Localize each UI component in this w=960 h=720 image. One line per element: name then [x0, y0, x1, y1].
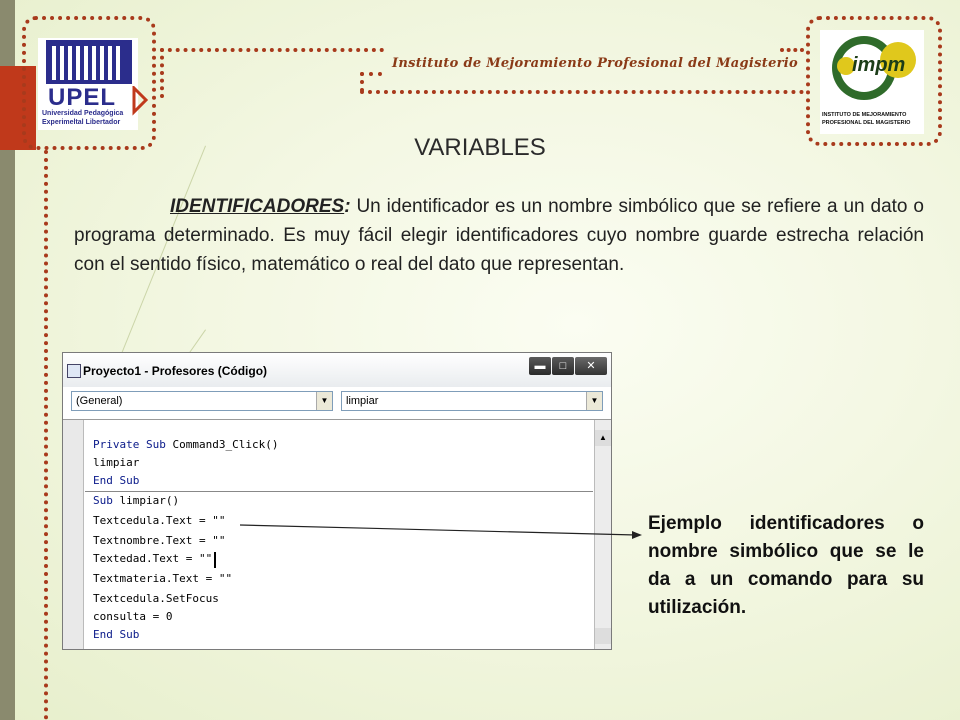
example-annotation: Ejemplo identificadores o nombre simbólico que se le da a un comando para su utilización. — [648, 513, 924, 618]
scroll-down-button[interactable] — [595, 628, 611, 644]
impm-line1: INSTITUTO DE MEJORAMIENTO — [822, 112, 907, 118]
minimize-button[interactable]: ▬ — [529, 357, 551, 375]
vb-titlebar[interactable] — [63, 353, 611, 387]
institute-name: Instituto de Mejoramiento Profesional del Magisterio — [392, 56, 799, 71]
code-editor[interactable] — [63, 419, 611, 650]
code-line[interactable]: Textcedula.Text = "" — [93, 514, 226, 527]
impm-logo — [820, 30, 924, 134]
term-identificadores: IDENTIFICADORES — [170, 196, 345, 217]
upel-acronym: UPEL — [48, 84, 117, 111]
impm-acronym: impm — [852, 54, 906, 76]
code-line[interactable]: Sub limpiar() — [93, 494, 180, 507]
chevron-down-icon[interactable]: ▼ — [586, 392, 602, 410]
vb-window-title: Proyecto1 - Profesores (Código) — [83, 364, 268, 378]
scroll-up-icon[interactable]: ▲ — [595, 430, 611, 446]
code-line[interactable]: Textcedula.SetFocus — [93, 592, 219, 605]
term-colon: : — [344, 196, 351, 217]
code-line[interactable]: Textedad.Text = "" — [93, 552, 213, 565]
code-line[interactable]: Textmateria.Text = "" — [93, 572, 233, 585]
upel-line1: Universidad Pedagógica — [42, 110, 124, 117]
maximize-button[interactable]: □ — [552, 357, 574, 375]
header-dotted-line-vert — [160, 48, 164, 98]
code-line[interactable]: End Sub — [93, 474, 140, 487]
definition-text: Un identificador es un nombre simbólico que se refiere a un dato o programa determinado. Es muy fácil elegir identificadores cuyo nombre guarde estrecha relación con el sentido físico, matemático o real del dato que representan. — [74, 196, 924, 275]
header-dotted-line-top — [160, 48, 384, 52]
close-button[interactable]: ✕ — [575, 357, 607, 375]
code-line[interactable]: limpiar — [93, 456, 140, 469]
object-combo[interactable] — [71, 391, 333, 411]
slide-title: VARIABLES — [414, 134, 546, 161]
code-margin — [63, 420, 84, 650]
header-dotted-line-mid — [360, 72, 382, 76]
upel-logo — [38, 38, 138, 130]
upel-red-chevron — [132, 86, 152, 116]
code-window-icon — [67, 364, 81, 378]
code-line[interactable]: Private Sub Command3_Click() — [93, 438, 279, 451]
header-dotted-line-bottom — [360, 90, 804, 94]
header-dotted-line-right — [780, 48, 804, 52]
procedure-combo[interactable] — [341, 391, 603, 411]
vb-code-window — [62, 352, 612, 650]
definition-paragraph — [74, 192, 924, 279]
code-line[interactable]: consulta = 0 — [93, 610, 173, 623]
code-line[interactable]: End Sub — [93, 628, 140, 641]
code-line[interactable]: Textnombre.Text = "" — [93, 534, 226, 547]
left-dotted-line — [44, 150, 48, 720]
chevron-down-icon[interactable]: ▼ — [316, 392, 332, 410]
upel-line2: Experimeltal Libertador — [42, 119, 121, 126]
object-combo-value: (General) — [76, 395, 123, 407]
vertical-scrollbar[interactable] — [594, 420, 611, 650]
text-cursor — [214, 552, 216, 568]
impm-line2: PROFESIONAL DEL MAGISTERIO — [822, 120, 911, 126]
procedure-combo-value: limpiar — [346, 395, 379, 407]
